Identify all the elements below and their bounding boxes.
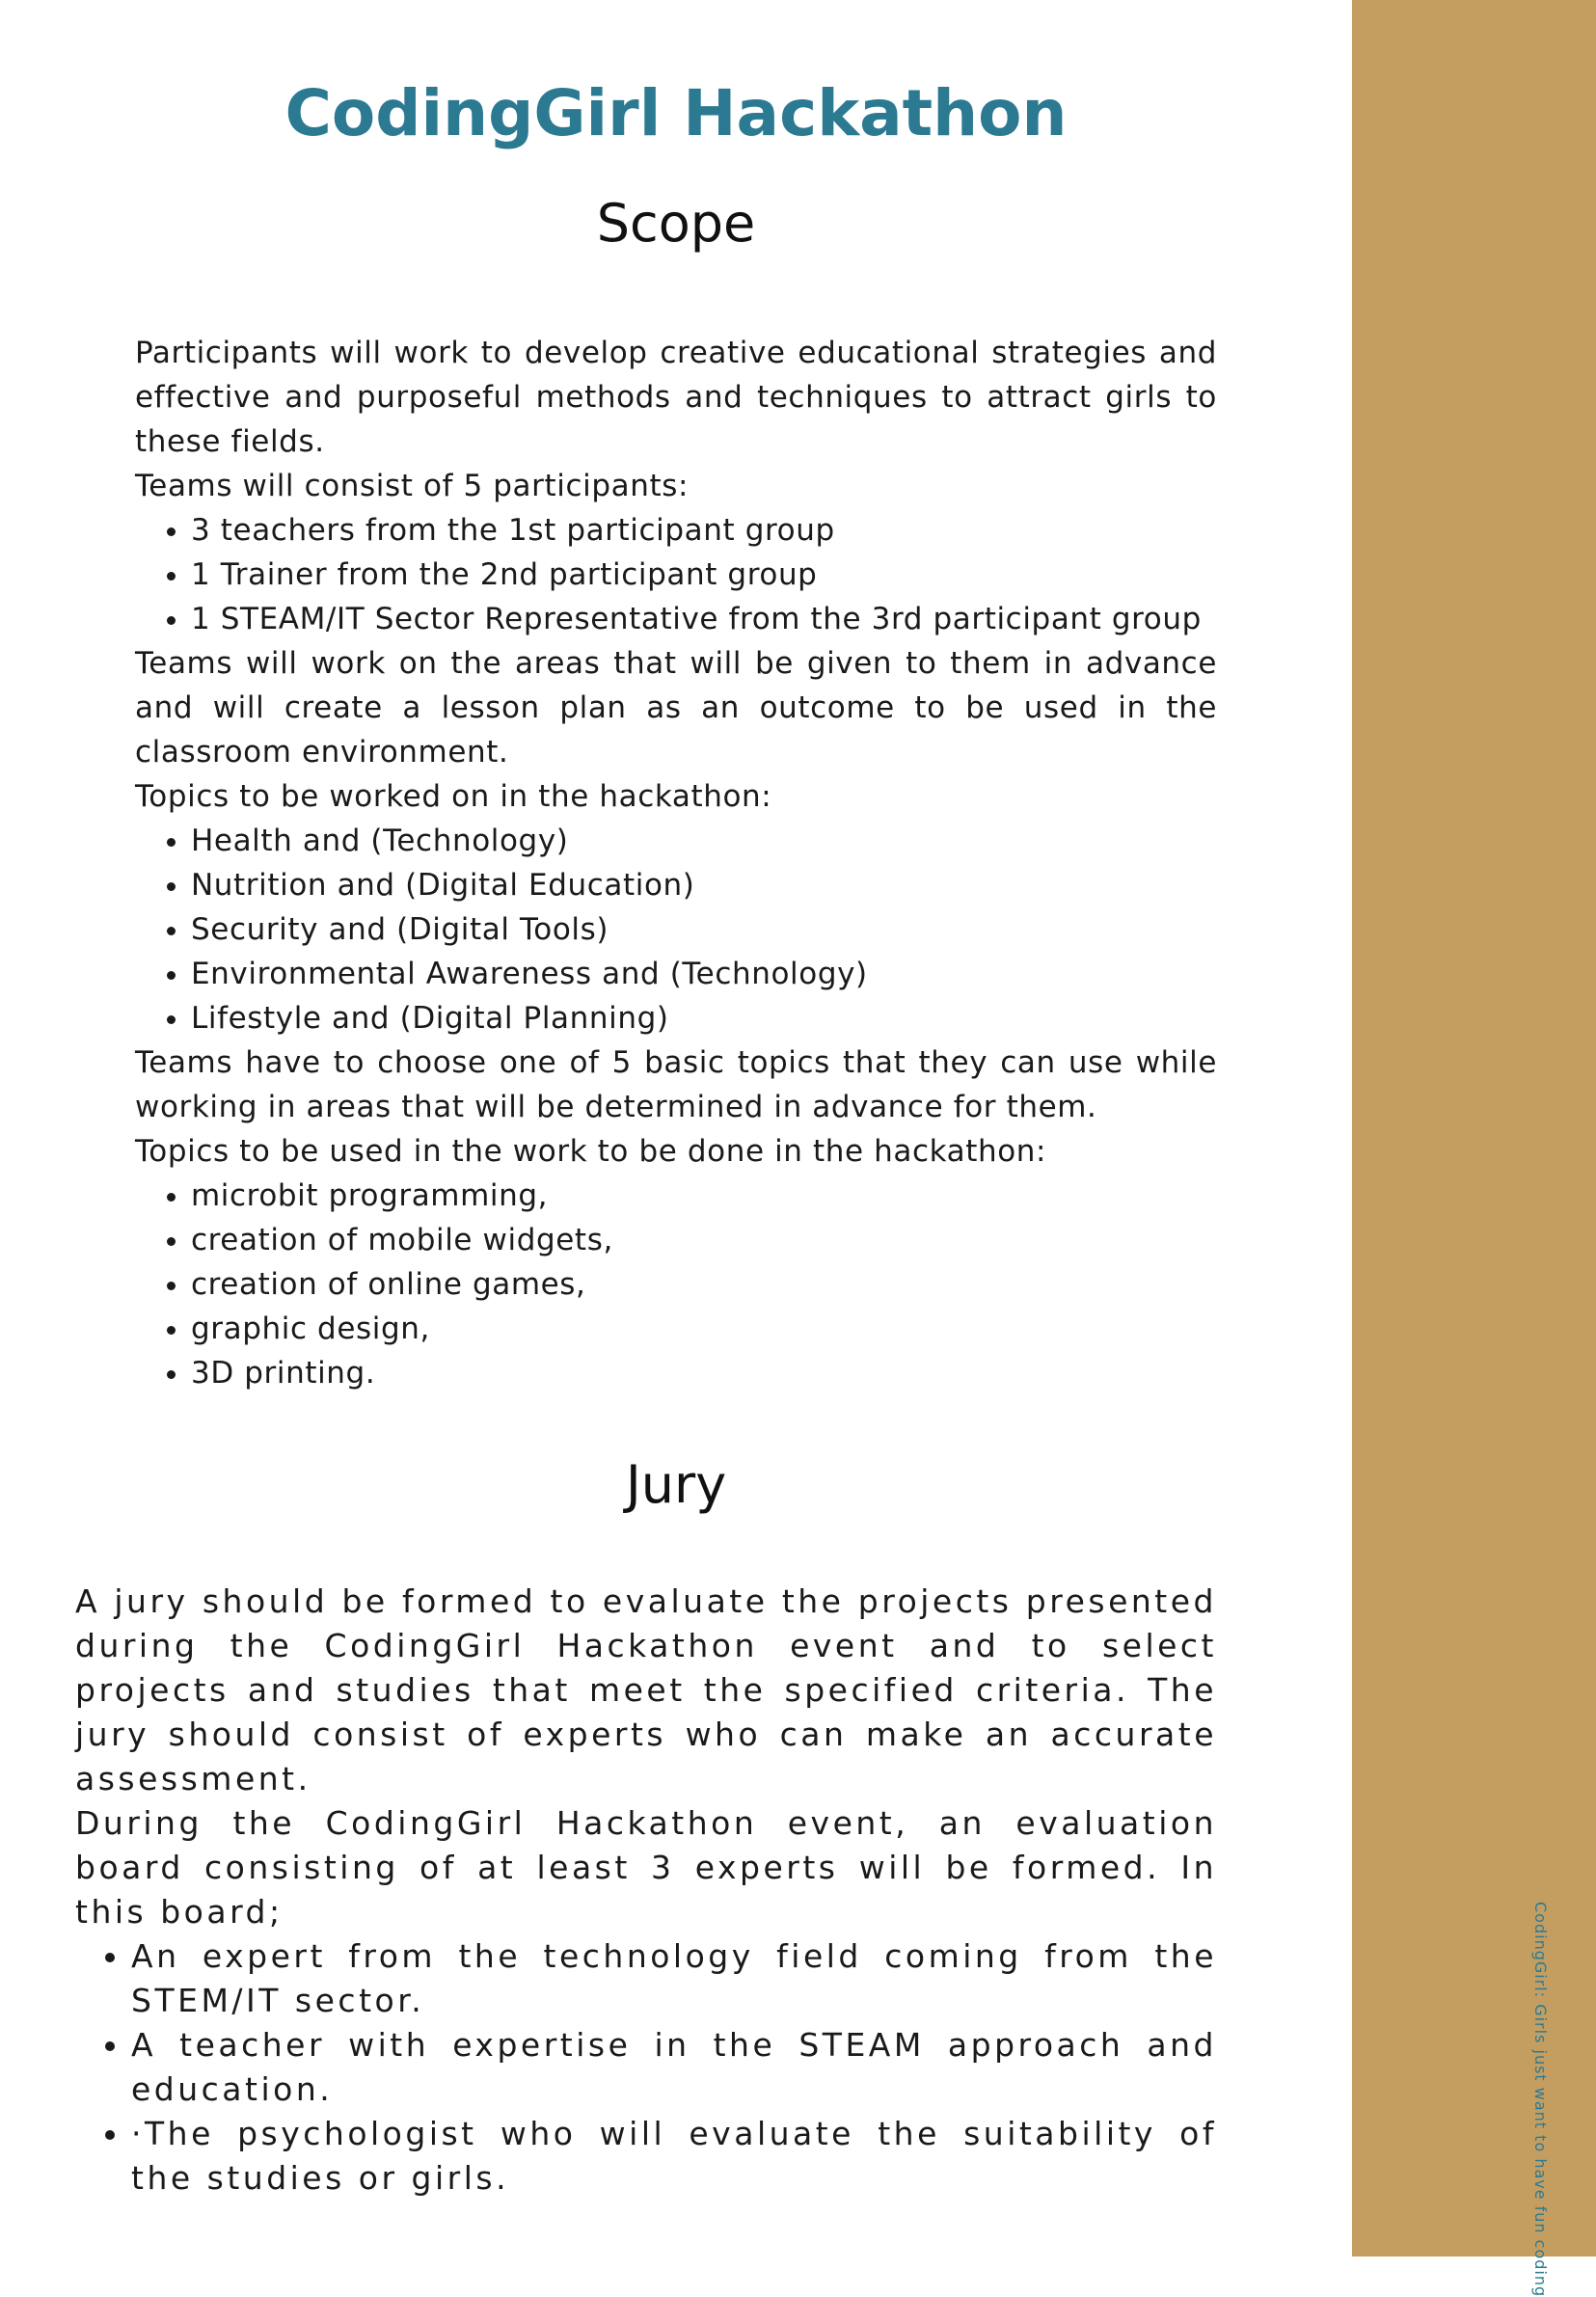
list-item: • 1 STEAM/IT Sector Representative from the 3rd participant group xyxy=(191,597,1217,641)
list-item: • microbit programming, xyxy=(191,1174,1217,1218)
list-item: • Security and (Digital Tools) xyxy=(191,907,1217,952)
jury-heading: Jury xyxy=(625,1454,727,1515)
topics-list xyxy=(135,819,1217,1040)
jury-members-list xyxy=(75,1934,1217,2201)
work-topics-list xyxy=(135,1174,1217,1395)
list-item: • creation of mobile widgets, xyxy=(191,1218,1217,1262)
list-item: • 3D printing. xyxy=(191,1351,1217,1395)
areas-text: Teams will work on the areas that will be given to them in advance and will create a lesson plan as an outcome to be used in the classroom environment. xyxy=(135,646,1217,770)
sidebar-tagline-text: CodingGirl: Girls just want to have fun coding xyxy=(1531,1902,1550,2297)
choose-text: Teams have to choose one of 5 basic topics that they can use while working in areas that will be determined in advance for them. xyxy=(135,1045,1217,1124)
jury-paragraph-2: During the CodingGirl Hackathon event, an evaluation board consisting of at least 3 experts will be formed. In this board; xyxy=(75,1804,1217,1931)
jury-paragraph-1: A jury should be formed to evaluate the projects presented during the CodingGirl Hackathon event and to select projects and studies that meet the specified criteria. The jury should consist of experts who can make an accurate assessment. xyxy=(75,1582,1217,1797)
list-item: • 3 teachers from the 1st participant group xyxy=(191,508,1217,553)
list-item: • An expert from the technology field coming from the STEM/IT sector. xyxy=(131,1934,1217,2023)
list-item: • Nutrition and (Digital Education) xyxy=(191,863,1217,907)
list-item: • A teacher with expertise in the STEAM approach and education. xyxy=(131,2023,1217,2112)
scope-intro: Participants will work to develop creative educational strategies and effective and purposeful methods and techniques to attract girls to these fields. xyxy=(135,336,1217,459)
page-title: CodingGirl Hackathon xyxy=(284,76,1068,150)
list-item: • Health and (Technology) xyxy=(191,819,1217,863)
scope-section xyxy=(135,331,1217,1395)
list-item: • 1 Trainer from the 2nd participant group xyxy=(191,553,1217,597)
team-members-list xyxy=(135,508,1217,641)
list-item: • graphic design, xyxy=(191,1307,1217,1351)
scope-heading: Scope xyxy=(596,193,756,254)
list-item: • Lifestyle and (Digital Planning) xyxy=(191,996,1217,1040)
sidebar-panel xyxy=(1352,0,1596,2256)
topics-intro: Topics to be worked on in the hackathon: xyxy=(135,779,772,814)
list-item: • creation of online games, xyxy=(191,1262,1217,1307)
list-item: • Environmental Awareness and (Technology) xyxy=(191,952,1217,996)
teams-intro: Teams will consist of 5 participants: xyxy=(135,469,689,503)
list-item: • ·The psychologist who will evaluate the suitability of the studies or girls. xyxy=(131,2112,1217,2201)
jury-section xyxy=(75,1580,1217,2201)
work-topics-intro: Topics to be used in the work to be done in the hackathon: xyxy=(135,1134,1047,1169)
